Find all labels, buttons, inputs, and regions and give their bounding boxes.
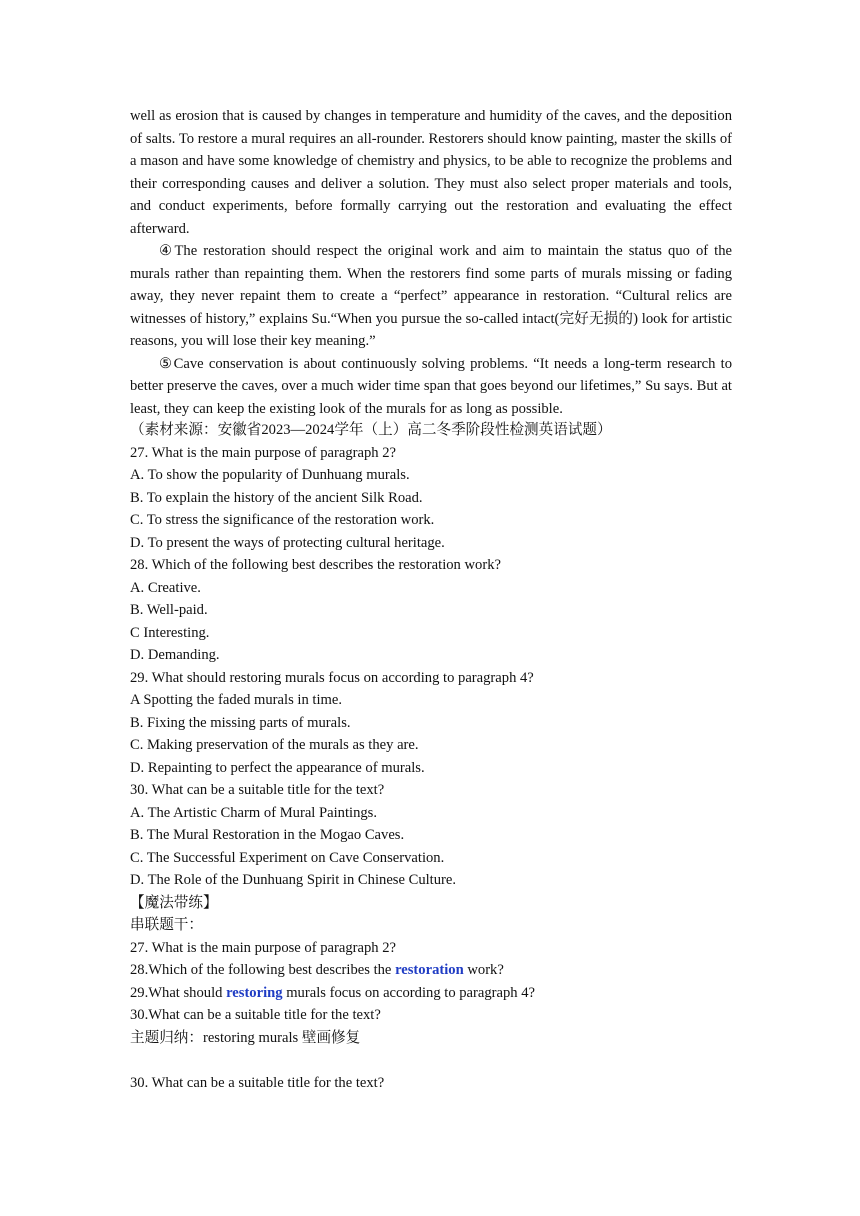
paragraph-3-continued: well as erosion that is caused by changes in temperature and humidity of the caves, and the deposition of salts. To restore a mural requires an all-rounder. Restorers should know painting, master the skills of a mason and have some knowledge of chemistry and physics, to be able to recognize the problems and their corresponding causes and deliver a solution. They must also select proper materials and tools, and conduct experiments, before formally carrying out the restoration and evaluating the effect afterward. [130,108,732,237]
paragraph-5: ⑤Cave conservation is about continuously solving problems. “It needs a long-term research to better preserve the caves, over a much wider time span that goes beyond our lifetimes,” Su says. But at least, they can keep the existing look of the murals for as long as possible. [130,355,732,417]
keyword-restoring: restoring [226,985,283,1001]
linked-stem-28-after: work? [463,962,504,978]
q30-option-d: D. The Role of the Dunhuang Spirit in Chinese Culture. [130,872,457,888]
question-27-stem: 27. What is the main purpose of paragraph 2? [130,445,396,461]
source-note: （素材来源：安徽省2023—2024学年（上）高二冬季阶段性检测英语试题） [130,422,612,438]
q27-option-b: B. To explain the history of the ancient Silk Road. [130,490,423,506]
q29-option-a: A Spotting the faded murals in time. [130,692,342,708]
q27-option-d: D. To present the ways of protecting cultural heritage. [130,535,445,551]
linked-stem-29-after: murals focus on according to paragraph 4? [282,985,536,1001]
linked-stem-30: 30.What can be a suitable title for the text? [130,1007,381,1023]
q27-option-a: A. To show the popularity of Dunhuang murals. [130,467,410,483]
final-question: 30. What can be a suitable title for the text? [130,1075,385,1091]
paragraph-4: ④The restoration should respect the original work and aim to maintain the status quo of the murals rather than repainting them. When the restorers find some parts of murals missing or fading away, they never repaint them to create a “perfect” appearance in restoration. “Cultural relics are witnesses of history,” explains Su.“When you pursue the so-called intact(完好无损的) look for artistic reasons, you will lose their key meaning.” [130,243,732,349]
linked-stem-29-before: 29.What should [130,985,227,1001]
q28-option-a: A. Creative. [130,580,201,596]
question-28-stem: 28. Which of the following best describes the restoration work? [130,557,501,573]
q30-option-c: C. The Successful Experiment on Cave Conservation. [130,850,445,866]
keyword-restoration: restoration [395,962,464,978]
linked-stem-28 [130,959,504,982]
q29-option-b: B. Fixing the missing parts of murals. [130,715,351,731]
question-29-stem: 29. What should restoring murals focus on according to paragraph 4? [130,670,534,686]
question-30-stem: 30. What can be a suitable title for the text? [130,782,385,798]
q29-option-c: C. Making preservation of the murals as they are. [130,737,419,753]
theme-summary: 主题归纳：restoring murals 壁画修复 [130,1030,361,1046]
q28-option-d: D. Demanding. [130,647,220,663]
q27-option-c: C. To stress the significance of the restoration work. [130,512,435,528]
q28-option-b: B. Well-paid. [130,602,208,618]
q30-option-b: B. The Mural Restoration in the Mogao Caves. [130,827,405,843]
q28-option-c: C Interesting. [130,625,210,641]
practice-heading: 【魔法带练】 [130,895,218,911]
linked-stem-28-before: 28.Which of the following best describes the [130,962,396,978]
q30-option-a: A. The Artistic Charm of Mural Paintings. [130,805,377,821]
linked-stem-29 [130,982,535,1005]
passage-body [130,105,732,420]
q29-option-d: D. Repainting to perfect the appearance of murals. [130,760,425,776]
linked-stems-label: 串联题干： [130,917,203,933]
linked-stem-27: 27. What is the main purpose of paragraph 2? [130,940,396,956]
